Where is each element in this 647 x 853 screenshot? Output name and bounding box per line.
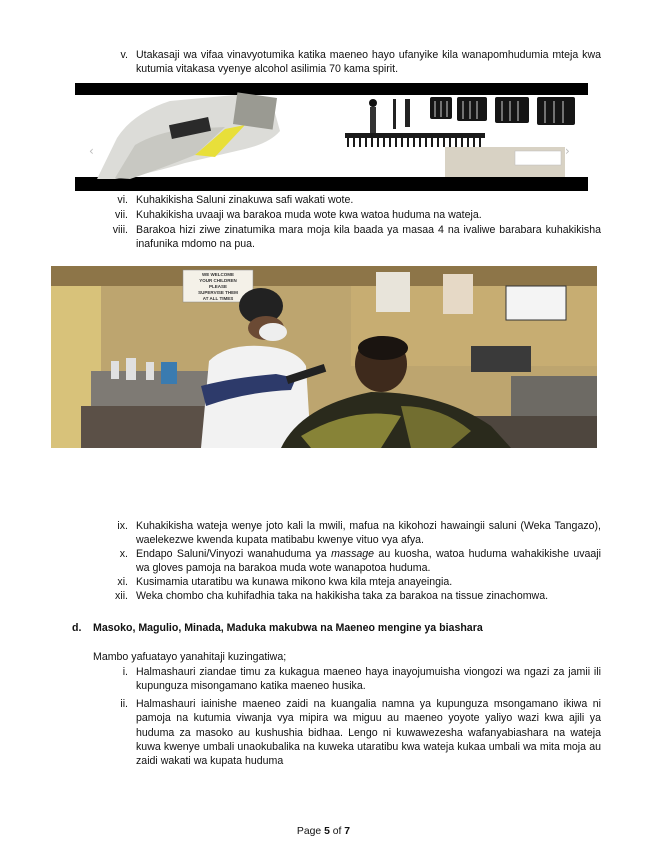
list-text [136, 519, 601, 548]
sign-line: SUPERVISE THEM [198, 290, 238, 295]
list-text: Barakoa hizi ziwe zinatumika mara moja kila baada ya masaa 4 na ivaliwe barabara kuhakikisha inafunika mdomo na pua. [136, 224, 601, 251]
list-text-part: Kuhakikisha wateja wenye joto kali la mwili, mafua na kikohozi hawaingii saluni (Weka Tangazo), waelekezwe kwenda kupata matibabu kwenye vituo vya afya. [136, 520, 601, 547]
list-text [136, 589, 601, 603]
svg-text:‹: ‹ [89, 144, 94, 158]
list-number: x. [119, 548, 128, 560]
list-number: xi. [117, 576, 128, 588]
footer-mid: of [329, 826, 345, 837]
list-text [136, 547, 601, 576]
hair-clipper-tools-image [75, 83, 588, 191]
list-text-italic: massage [331, 548, 375, 560]
list-text: Halmashauri iainishe maeneo zaidi na kuangalia namna ya kupunguza msongamano ikiwa ni pamoja na kutumia viwanja vya mipira wa miguu au maeneo yoyote yaliyo wazi kwa ajili ya huduma za masoko au kushushia bidhaa. Lengo ni kuwawezesha wafanyabiashara na wateja kuwa kwenye umbali unaokubalika na kuweka utaratibu kwa wateja kukaa umbali wa mita moja au zaidi wakati wa kupata huduma [136, 698, 601, 768]
list-text-part: Endapo Saluni/Vinyozi wanahuduma ya [136, 548, 332, 560]
list-number: xii. [115, 590, 128, 602]
svg-text:›: › [565, 144, 570, 158]
barber-shop-photo [51, 266, 597, 448]
sign-line: YOUR CHILDREN [199, 278, 237, 283]
section-intro: Mambo yafuatayo yanahitaji kuzingatiwa; [93, 651, 287, 663]
footer-total-pages: 7 [344, 826, 351, 837]
section-title: Masoko, Magulio, Minada, Maduka makubwa na Maeneo mengine ya biashara [93, 622, 483, 634]
list-number: ii. [120, 698, 128, 710]
page-footer [0, 825, 647, 839]
list-text [136, 575, 601, 589]
list-text-part: Weka chombo cha kuhifadhia taka na hakikisha taka za barakoa na tissue zinachomwa. [136, 590, 549, 602]
list-text: Utakasaji wa vifaa vinavyotumika katika maeneo hayo ufanyike kila wanapomhudumia mteja kwa kutumia vitakasa vyenye alcohol asilimia 70 kama spirit. [136, 49, 601, 76]
list-number: i. [122, 666, 128, 678]
list-number: v. [120, 49, 128, 61]
footer-page-number: 5 [324, 826, 330, 837]
list-text-part: au kuosha, watoa huduma wahakikishe uvaaji wa gloves pamoja na barakoa muda wote wanapotoa huduma. [136, 548, 601, 575]
sign-line: WE WELCOME [202, 272, 234, 277]
sign-line: PLEASE [208, 284, 228, 289]
list-text: Kuhakikisha uvaaji wa barakoa muda wote kwa watoa huduma na wateja. [136, 209, 482, 221]
list-number: vi. [117, 194, 128, 206]
section-letter: d. [72, 622, 82, 634]
list-text: Kuhakikisha Saluni zinakuwa safi wakati wote. [136, 194, 354, 206]
list-number: viii. [112, 224, 128, 236]
sign-line: AT ALL TIMES [202, 296, 234, 301]
list-text: Halmashauri ziandae timu za kukagua maeneo haya inayojumuisha viongozi wa ngazi za jamii ili kupunguza misongamano katika maeneo husika. [136, 666, 601, 693]
list-text-part: Kusimamia utaratibu wa kunawa mikono kwa kila mteja anayeingia. [136, 576, 453, 588]
footer-prefix: Page [296, 826, 325, 837]
list-number: ix. [117, 520, 128, 532]
list-number: vii. [115, 209, 128, 221]
